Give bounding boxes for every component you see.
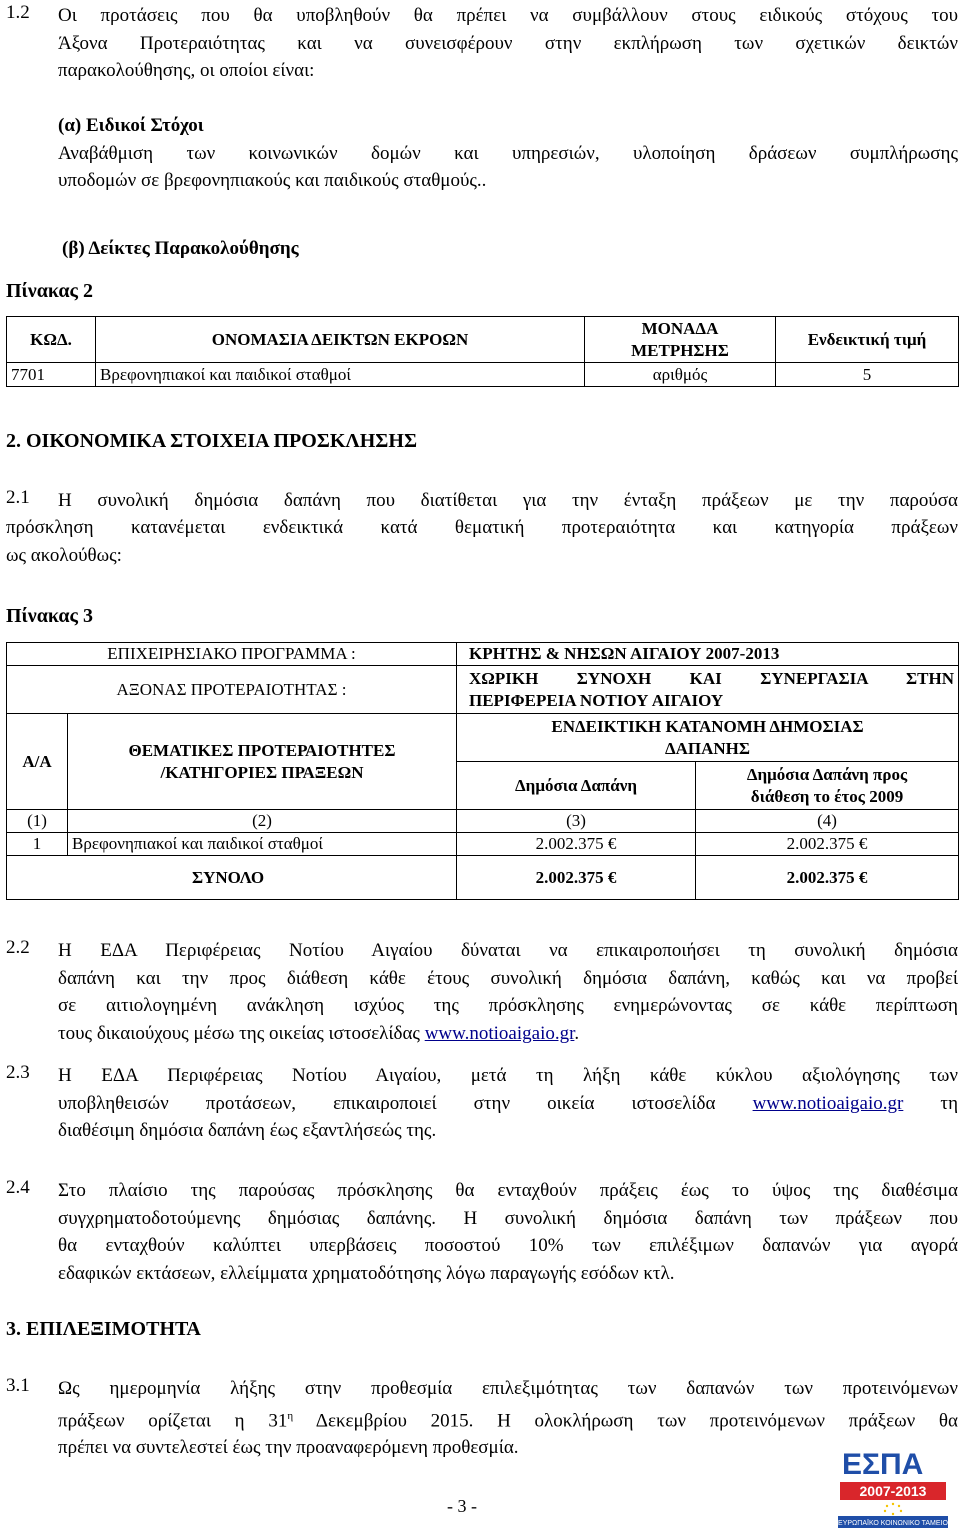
- budget-table: [6, 642, 959, 900]
- text-line: Δεκεμβρίου 2015. Η ολοκλήρωση των προτεινόμενων πράξεων θα: [293, 1409, 958, 1431]
- logo-years: 2007-2013: [859, 1483, 927, 1499]
- text-line: διαθέσιμη δημόσια δαπάνη έως εξαντλήσεώς της.: [58, 1120, 437, 1141]
- cell-public-spend: 2.002.375: [535, 834, 608, 853]
- text-line: Οι προτάσεις που θα υποβληθούν θα πρέπει να συμβάλλουν στους ειδικούς στόχους του: [58, 5, 958, 26]
- total-label: ΣΥΝΟΛΟ: [7, 856, 457, 900]
- espa-logo: [832, 1440, 954, 1532]
- column-header-unit: ΜΟΝΑΔΑ ΜΕΤΡΗΣΗΣ: [585, 317, 776, 363]
- text-line: .: [574, 1022, 580, 1044]
- index-row: [7, 810, 959, 833]
- cell-unit: αριθμός: [585, 363, 776, 387]
- text-line: πρέπει να συντελεστεί έως την προαναφερόμενη προθεσμία.: [58, 1437, 519, 1459]
- text-line: τους δικαιούχους μέσω της οικείας ιστοσελίδας: [58, 1022, 425, 1044]
- total-available-spend: 2.002.375: [786, 867, 859, 887]
- column-header-allocation: ΔΑΠΑΝΗΣ: [664, 738, 751, 758]
- program-value: ΚΡΗΤΗΣ & ΝΗΣΩΝ ΑΙΓΑΙΟΥ 2007-2013: [457, 643, 959, 666]
- column-header-themes: ΘΕΜΑΤΙΚΕΣ ΠΡΟΤΕΡΑΙΟΤΗΤΕΣ: [128, 740, 396, 760]
- text-line: πράξεων ορίζεται η 31: [58, 1409, 288, 1431]
- paragraph-number: 2.2: [6, 937, 30, 958]
- text-line: υποβληθεισών προτάσεων, επικαιροποιεί στην οικεία ιστοσελίδα: [58, 1092, 753, 1114]
- column-header-public-spend: Δημόσια Δαπάνη: [457, 762, 696, 810]
- text-line: δαπάνη και την προς διάθεση κάθε έτους συνολική δημόσια δαπάνη, καθώς και να προβεί: [58, 967, 958, 989]
- logo-caption: ΕΥΡΩΠΑΪΚΟ ΚΟΙΝΩΝΙΚΟ ΤΑΜΕΙΟ: [838, 1520, 948, 1527]
- column-header-code: ΚΩΔ.: [7, 317, 96, 363]
- text-line: Ως ημερομηνία λήξης στην προθεσμία επιλεξιμότητας των δαπανών των προτεινόμενων: [58, 1378, 958, 1399]
- text-line: εδαφικών εκτάσεων, ελλείμματα χρηματοδότησης λόγω παραγωγής εσόδων κτλ.: [58, 1262, 675, 1284]
- table-3-caption: Πίνακας 3: [6, 605, 93, 627]
- table-row: [7, 363, 959, 387]
- euro-icon: €: [607, 834, 617, 853]
- text-line: πρόσκληση κατανέμεται ενδεικτικά κατά θεματική προτεραιότητα και κατηγορία πράξεων: [6, 517, 958, 538]
- text-line: Αναβάθμιση των κοινωνικών δομών και υπηρεσιών, υλοποίηση δράσεων συμπλήρωσης: [58, 142, 958, 164]
- text-line: Η ΕΔΑ Περιφέρειας Νοτίου Αιγαίου δύναται να επικαιροποιήσει τη συνολική δημόσια: [58, 940, 958, 961]
- table-2-caption: Πίνακας 2: [6, 280, 93, 302]
- cell-value: 5: [776, 363, 959, 387]
- total-public-spend: 2.002.375: [535, 867, 608, 887]
- subheading-specific-goals: (α) Ειδικοί Στόχοι: [58, 115, 204, 136]
- paragraph-number: 2.4: [6, 1177, 30, 1198]
- table-row: [7, 833, 959, 856]
- text-line: τη: [903, 1092, 959, 1114]
- index-cell: (4): [696, 810, 959, 833]
- column-header-available-spend: διάθεση το έτος 2009: [750, 786, 904, 806]
- axis-value: ΠΕΡΙΦΕΡΕΙΑ ΝΟΤΙΟΥ ΑΙΓΑΙΟΥ: [469, 690, 724, 710]
- index-cell: (3): [457, 810, 696, 833]
- text-line: υποδομών σε βρεφονηπιακούς και παιδικούς σταθμούς..: [58, 170, 487, 191]
- text-line: Άξονα Προτεραιότητας και να συνεισφέρουν στην εκπλήρωση των σχετικών δεικτών: [58, 32, 958, 54]
- paragraph-number: 3.1: [6, 1375, 30, 1396]
- paragraph-number: 2.3: [6, 1062, 30, 1083]
- euro-icon: €: [607, 867, 617, 887]
- total-row: [7, 856, 959, 900]
- column-header-value: Ενδεικτική τιμή: [776, 317, 959, 363]
- column-header-name: ΟΝΟΜΑΣΙΑ ΔΕΙΚΤΩΝ ΕΚΡΟΩΝ: [96, 317, 585, 363]
- column-header-themes: /ΚΑΤΗΓΟΡΙΕΣ ΠΡΑΞΕΩΝ: [160, 762, 364, 782]
- cell-theme: Βρεφονηπιακοί και παιδικοί σταθμοί: [68, 833, 457, 856]
- subheading-indicators: (β) Δείκτες Παρακολούθησης: [62, 238, 299, 259]
- program-label: ΕΠΙΧΕΙΡΗΣΙΑΚΟ ΠΡΟΓΡΑΜΜΑ :: [7, 643, 457, 666]
- website-link[interactable]: www.notioaigaio.gr: [424, 1022, 575, 1044]
- logo-text: ΕΣΠΑ: [842, 1448, 924, 1481]
- cell-code: 7701: [7, 363, 96, 387]
- text-line: σε αιτιολογημένη ανάκληση ισχύος της πρόσκλησης ενημερώνοντας σε κάθε περίπτωση: [58, 995, 958, 1016]
- cell-name: Βρεφονηπιακοί και παιδικοί σταθμοί: [96, 363, 585, 387]
- axis-label: ΑΞΟΝΑΣ ΠΡΟΤΕΡΑΙΟΤΗΤΑΣ :: [7, 666, 457, 714]
- paragraph-number: 1.2: [6, 2, 30, 23]
- axis-value: ΧΩΡΙΚΗ ΣΥΝΟΧΗ ΚΑΙ ΣΥΝΕΡΓΑΣΙΑ ΣΤΗΝ: [469, 668, 954, 688]
- euro-icon: €: [858, 834, 868, 853]
- euro-icon: €: [858, 867, 868, 887]
- paragraph-number: 2.1: [6, 487, 30, 508]
- espa-logo-icon: [832, 1440, 954, 1532]
- column-header-available-spend: Δημόσια Δαπάνη προς: [746, 764, 908, 784]
- text-line: Η συνολική δημόσια δαπάνη που διατίθεται για την ένταξη πράξεων με την παρούσα: [58, 490, 958, 511]
- section-2-heading: 2. ΟΙΚΟΝΟΜΙΚΑ ΣΤΟΙΧΕΙΑ ΠΡΟΣΚΛΗΣΗΣ: [6, 430, 418, 452]
- text-line: Στο πλαίσιο της παρούσας πρόσκλησης θα ενταχθούν πράξεις έως το ύψος της διαθέσιμα: [58, 1180, 958, 1201]
- text-line: συγχρηματοδοτούμενης δημόσιας δαπάνης. Η συνολική δημόσια δαπάνη των πράξεων που: [58, 1207, 958, 1229]
- text-line: Η ΕΔΑ Περιφέρειας Νοτίου Αιγαίου, μετά τη λήξη κάθε κύκλου αξιολόγησης των: [58, 1065, 958, 1086]
- indicators-table: [6, 316, 959, 387]
- column-header-aa: Α/Α: [7, 714, 68, 810]
- column-header-allocation: ΕΝΔΕΙΚΤΙΚΗ ΚΑΤΑΝΟΜΗ ΔΗΜΟΣΙΑΣ: [551, 716, 864, 736]
- text-line: ως ακολούθως:: [6, 544, 122, 566]
- website-link[interactable]: www.notioaigaio.gr: [752, 1092, 904, 1114]
- section-3-heading: 3. ΕΠΙΛΕΞΙΜΟΤΗΤΑ: [6, 1318, 201, 1340]
- cell-aa: 1: [7, 833, 68, 856]
- index-cell: (1): [7, 810, 68, 833]
- page-number: - 3 -: [447, 1496, 477, 1516]
- text-line: θα ενταχθούν καλύπτει υπερβάσεις ποσοστού 10% των επιλέξιμων δαπανών για αγορά: [58, 1235, 958, 1256]
- text-line: παρακολούθησης, οι οποίοι είναι:: [58, 60, 315, 81]
- cell-available-spend: 2.002.375: [786, 834, 859, 853]
- superscript: η: [287, 1409, 294, 1422]
- index-cell: (2): [68, 810, 457, 833]
